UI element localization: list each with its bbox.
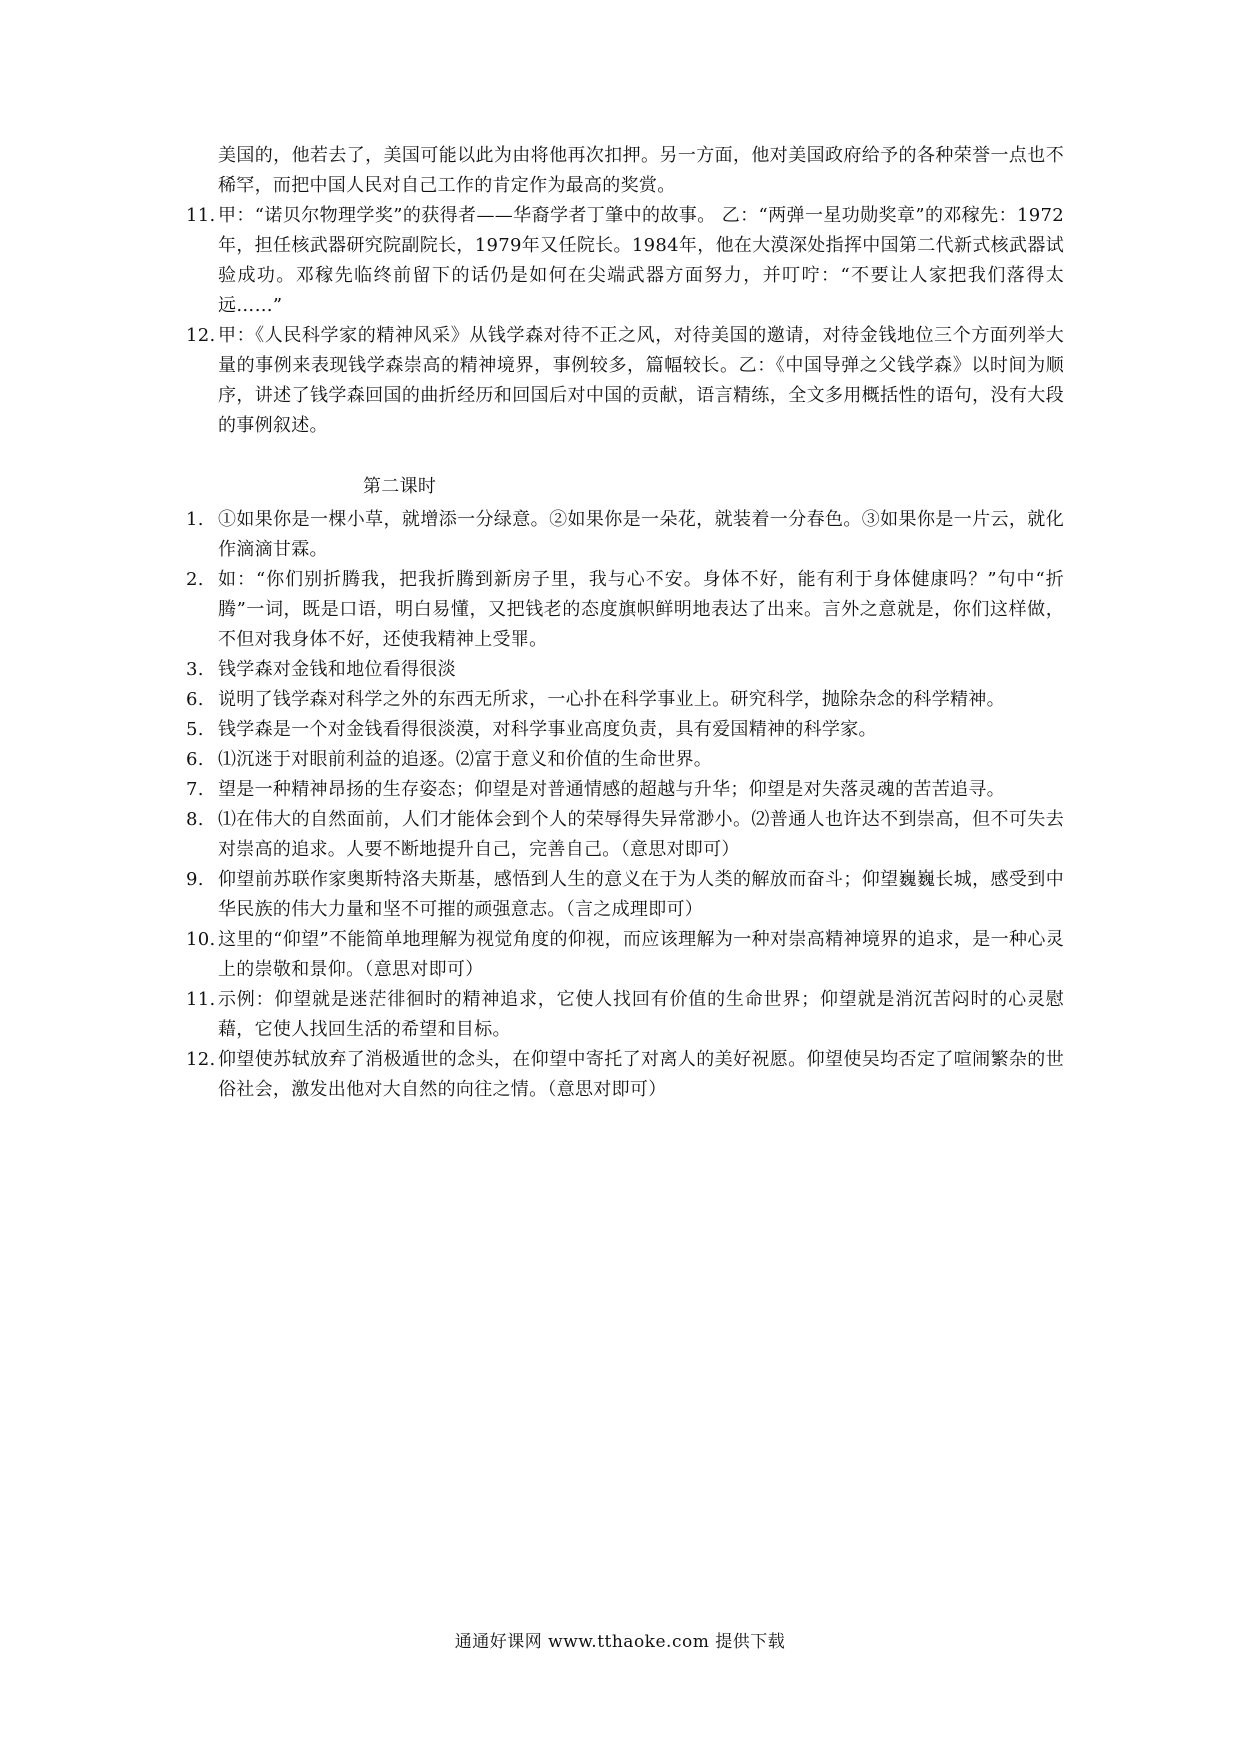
answer-text: 望是一种精神昂扬的生存姿态；仰望是对普通情感的超越与升华；仰望是对失落灵魂的苦苦追寻。 — [218, 779, 1005, 800]
answer-item-11 — [188, 201, 1064, 321]
answer-number: 2. — [186, 569, 204, 590]
answer-text: 示例：仰望就是迷茫徘徊时的精神追求，它使人找回有价值的生命世界；仰望就是消沉苦闷时的心灵慰藉，它使人找回生活的希望和目标。 — [218, 989, 1064, 1040]
answer-number: 12. — [186, 1049, 216, 1070]
answer-list-part2 — [188, 505, 1064, 1105]
answer-text: ⑴沉迷于对眼前利益的追逐。⑵富于意义和价值的生命世界。 — [218, 749, 713, 770]
answer-number: 10. — [186, 929, 216, 950]
answer-number: 3. — [186, 659, 204, 680]
answer-item — [188, 685, 1064, 715]
answer-text: ①如果你是一棵小草，就增添一分绿意。②如果你是一朵花，就装着一分春色。③如果你是一片云，就化作滴滴甘霖。 — [218, 509, 1064, 560]
answer-text: 这里的“仰望”不能简单地理解为视觉角度的仰视，而应该理解为一种对崇高精神境界的追求，是一种心灵上的崇敬和景仰。（意思对即可） — [218, 929, 1064, 980]
answer-item — [188, 745, 1064, 775]
answer-number: 5. — [186, 719, 204, 740]
answer-item — [188, 985, 1064, 1045]
answer-item — [188, 925, 1064, 985]
answer-text: 仰望前苏联作家奥斯特洛夫斯基，感悟到人生的意义在于为人类的解放而奋斗；仰望巍巍长城，感受到中华民族的伟大力量和坚不可摧的顽强意志。（言之成理即可） — [218, 869, 1064, 920]
answer-number: 1. — [186, 509, 204, 530]
answer-text: 钱学森是一个对金钱看得很淡漠，对科学事业高度负责，具有爱国精神的科学家。 — [218, 719, 877, 740]
answer-text: 仰望使苏轼放弃了消极遁世的念头，在仰望中寄托了对离人的美好祝愿。仰望使吴均否定了喧闹繁杂的世俗社会，激发出他对大自然的向往之情。（意思对即可） — [218, 1049, 1064, 1100]
answer-item-12 — [188, 321, 1064, 441]
answer-number: 6. — [186, 689, 204, 710]
answer-item — [188, 505, 1064, 565]
answer-number: 9. — [186, 869, 204, 890]
answer-item — [188, 805, 1064, 865]
answer-list-part1 — [188, 201, 1064, 441]
answer-number: 7. — [186, 779, 204, 800]
answer-number: 11. — [186, 205, 216, 226]
answer-text: 甲：《人民科学家的精神风采》从钱学森对待不正之风，对待美国的邀请，对待金钱地位三个方面列举大量的事例来表现钱学森崇高的精神境界，事例较多，篇幅较长。乙：《中国导弹之父钱学森》以时间为顺序，讲述了钱学森回国的曲折经历和回国后对中国的贡献，语言精练，全文多用概括性的语句，没有大段的事例叙述。 — [218, 325, 1064, 436]
answer-text: ⑴在伟大的自然面前，人们才能体会到个人的荣辱得失异常渺小。⑵普通人也许达不到崇高，但不可失去对崇高的追求。人要不断地提升自己，完善自己。（意思对即可） — [218, 809, 1064, 860]
answer-item — [188, 655, 1064, 685]
page-footer: 通通好课网 www.tthaoke.com 提供下载 — [454, 1632, 786, 1652]
answer-number: 6. — [186, 749, 204, 770]
answer-number: 11. — [186, 989, 216, 1010]
answer-item — [188, 1045, 1064, 1105]
answer-item — [188, 775, 1064, 805]
answer-text: 钱学森对金钱和地位看得很淡 — [218, 659, 456, 680]
answer-text: 如：“你们别折腾我，把我折腾到新房子里，我与心不安。身体不好，能有利于身体健康吗？”句中“折腾”一词，既是口语，明白易懂，又把钱老的态度旗帜鲜明地表达了出来。言外之意就是，你们这样做，不但对我身体不好，还使我精神上受罪。 — [218, 569, 1064, 650]
answer-text: 甲：“诺贝尔物理学奖”的获得者——华裔学者丁肇中的故事。 乙：“两弹一星功勋奖章”的邓稼先：1972年，担任核武器研究院副院长，1979年又任院长。1984年，他在大漠深处指挥中国第二代新式核武器试验成功。邓稼先临终前留下的话仍是如何在尖端武器方面努力，并叮咛：“不要让人家把我们落得太远……” — [218, 205, 1064, 316]
section-title: 第二课时 — [363, 476, 437, 497]
answer-number: 12. — [186, 325, 216, 346]
answer-number: 8. — [186, 809, 204, 830]
answer-text: 说明了钱学森对科学之外的东西无所求，一心扑在科学事业上。研究科学，抛除杂念的科学精神。 — [218, 689, 1005, 710]
answer-item — [188, 865, 1064, 925]
document-body — [188, 141, 1064, 1105]
answer-item — [188, 565, 1064, 655]
continuation-paragraph: 美国的，他若去了，美国可能以此为由将他再次扣押。另一方面，他对美国政府给予的各种荣誉一点也不稀罕，而把中国人民对自己工作的肯定作为最高的奖赏。 — [218, 145, 1064, 196]
answer-item — [188, 715, 1064, 745]
